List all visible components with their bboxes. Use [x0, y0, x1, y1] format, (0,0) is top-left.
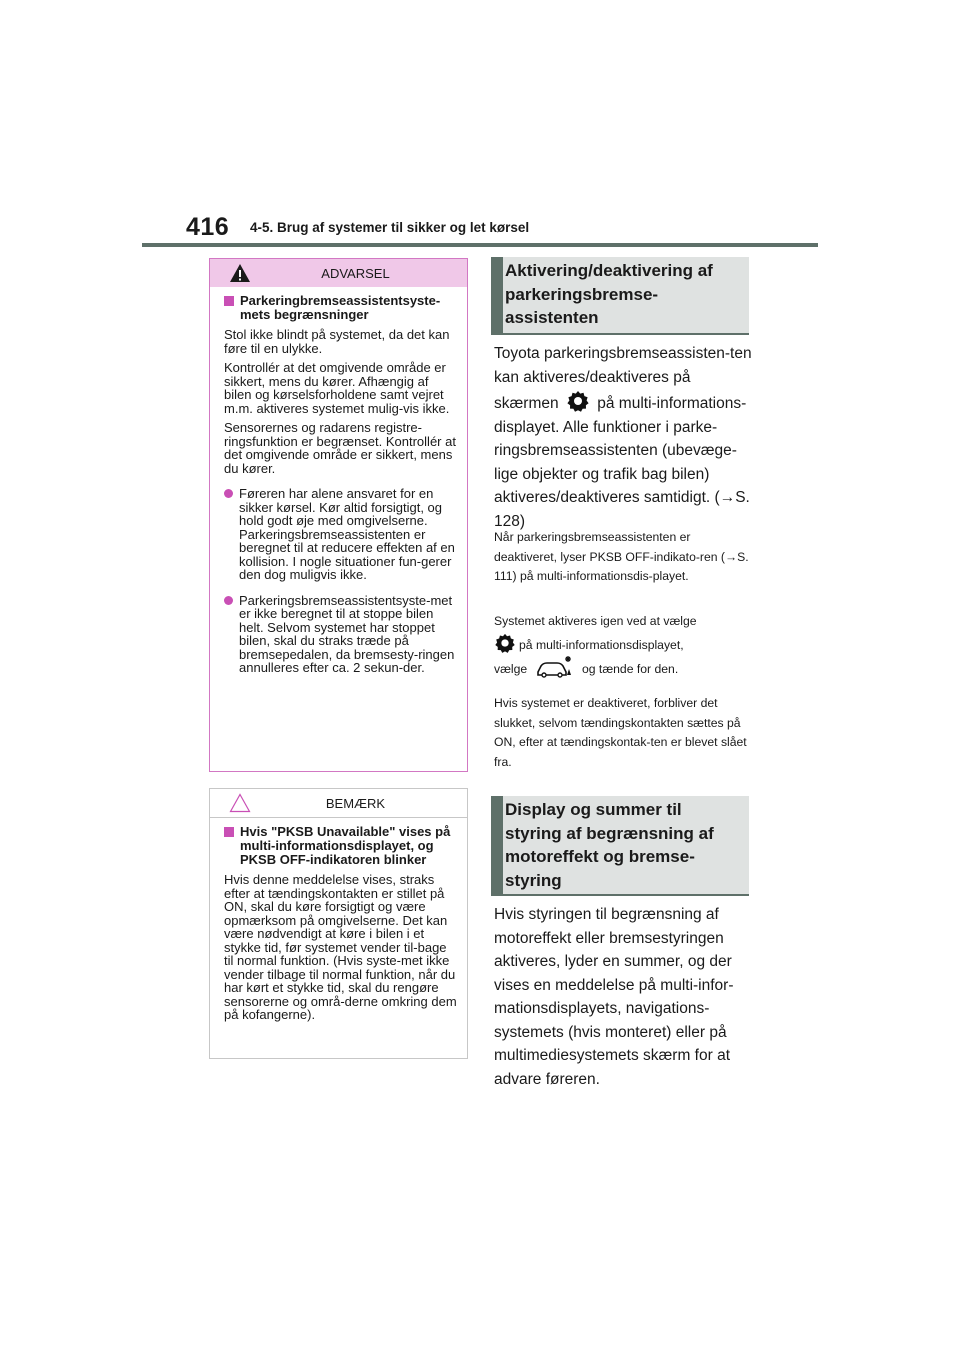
bullet-dot — [224, 489, 233, 498]
note-box-header — [210, 789, 467, 818]
section-square-marker — [224, 827, 234, 837]
chapter-title: 4-5. Brug af systemer til sikker og let kørsel — [250, 220, 530, 235]
activation-note-1: Når parkeringsbremseassistenten er deaktiveret, lyser PKSB OFF-indikato-ren (→S. 111) på multi-informationsdis-playet. — [494, 530, 749, 583]
warning-box — [209, 258, 468, 772]
warning-paragraph: Stol ikke blindt på systemet, da det kan føre til en ulykke. — [224, 327, 450, 356]
display-buzzer-body: Hvis styringen til begrænsning af motoreffekt eller bremsestyringen aktiveres, lyder en summer, og der vises en meddelelse på multi-infor-mationsdisplayets, navigations-systemets (hvis monteret) eller på multimediesystemets skærm for at advare føreren. — [494, 906, 734, 1088]
parking-brake-assist-car-icon — [535, 655, 575, 679]
note2-text-d: og tænde for den. — [581, 662, 679, 676]
section-heading-activation: Aktivering/deaktivering af parkeringsbremse-assistenten — [491, 257, 749, 335]
settings-gear-icon — [494, 632, 516, 654]
settings-gear-icon — [566, 389, 590, 413]
note2-text-b: på multi-informationsdisplayet, — [519, 637, 684, 652]
caution-triangle-icon — [229, 793, 251, 813]
warning-bullet-text: Parkeringsbremseassistentsyste-met er ikke beregnet til at stoppe bilen helt. Selvom systemet har stoppet bilen, skal du straks træde på bremsepedalen, da bremsesty-ringen annulleres efter ca. 2 sekun-der. — [239, 592, 455, 675]
bullet-dot — [224, 596, 233, 605]
warning-bullet — [222, 487, 457, 582]
section-heading-display-buzzer: Display og summer til styring af begrænsning af motoreffekt og bremse-styring — [491, 796, 749, 896]
note-box-title: BEMÆRK — [325, 795, 386, 811]
warning-triangle-icon — [229, 263, 251, 283]
section-square-marker — [224, 296, 234, 306]
warning-box-header — [210, 259, 467, 287]
warning-section-heading — [222, 294, 457, 322]
warning-section-title: Parkeringbremseassistentsyste-mets begrænsninger — [240, 293, 441, 322]
note-section-heading — [222, 825, 457, 867]
activation-intro — [494, 342, 756, 533]
intro-text-b: på multi-informations-displayet. Alle funktioner i parke-ringsbremseassistenten (ubevæge-lige objekter og trafik bag bilen) aktiveres/deaktiveres samtidigt. (→S. 128) — [494, 395, 750, 530]
warning-paragraph: Sensorernes og radarens registre-ringsfunktion er begrænset. Kontrollér at det omgivende område er sikkert, mens du kører. — [224, 420, 456, 476]
activation-note-3: Hvis systemet er deaktiveret, forbliver det slukket, selvom tændingskontakten sættes på ON, efter at tændingskontak-ten er blevet slået fra. — [494, 696, 747, 769]
page-number: 416 — [186, 213, 230, 241]
header-rule — [142, 243, 818, 247]
intro-text-a: Toyota parkeringsbremseassisten-ten kan aktiveres/deaktiveres på skærmen — [494, 345, 752, 412]
note-section-title: Hvis "PKSB Unavailable" vises på multi-informationsdisplayet, og PKSB OFF-indikatoren blinker — [240, 824, 451, 867]
note2-text-a: Systemet aktiveres igen ved at vælge — [494, 614, 697, 628]
activation-note-2 — [494, 612, 756, 680]
note-paragraph: Hvis denne meddelelse vises, straks efter at tændingskontakten er stillet på ON, skal du køre forsigtigt og være opmærksom på omgivelserne. Det kan være nødvendigt at køre i bilen i et stykke tid, før systemet vender til-bage til normal funktion. (Hvis syste-met ikke vender tilbage til normal funktion, når du har kørt et stykke tid, skal du rengøre sensorerne og områ-derne omkring dem på kofangerne). — [224, 872, 457, 1022]
warning-bullet — [222, 594, 457, 675]
warning-box-title: ADVARSEL — [321, 265, 390, 281]
warning-bullet-text: Føreren har alene ansvaret for en sikker kørsel. Kør altid forsigtigt, og hold godt øje med omgivelserne. Parkeringsbremseassistenten er beregnet til at reducere effekten af en kollision. I nogle situationer fun-gerer den dog muligvis ikke. — [239, 486, 455, 582]
warning-paragraph: Kontrollér at det omgivende område er sikkert, mens du kører. Afhængig af bilen og kørselsforholdene samt vejret m.m. aktiveres systemet mulig-vis ikke. — [224, 360, 450, 416]
note2-text-c: vælge — [494, 662, 528, 676]
note-box — [209, 788, 468, 1059]
